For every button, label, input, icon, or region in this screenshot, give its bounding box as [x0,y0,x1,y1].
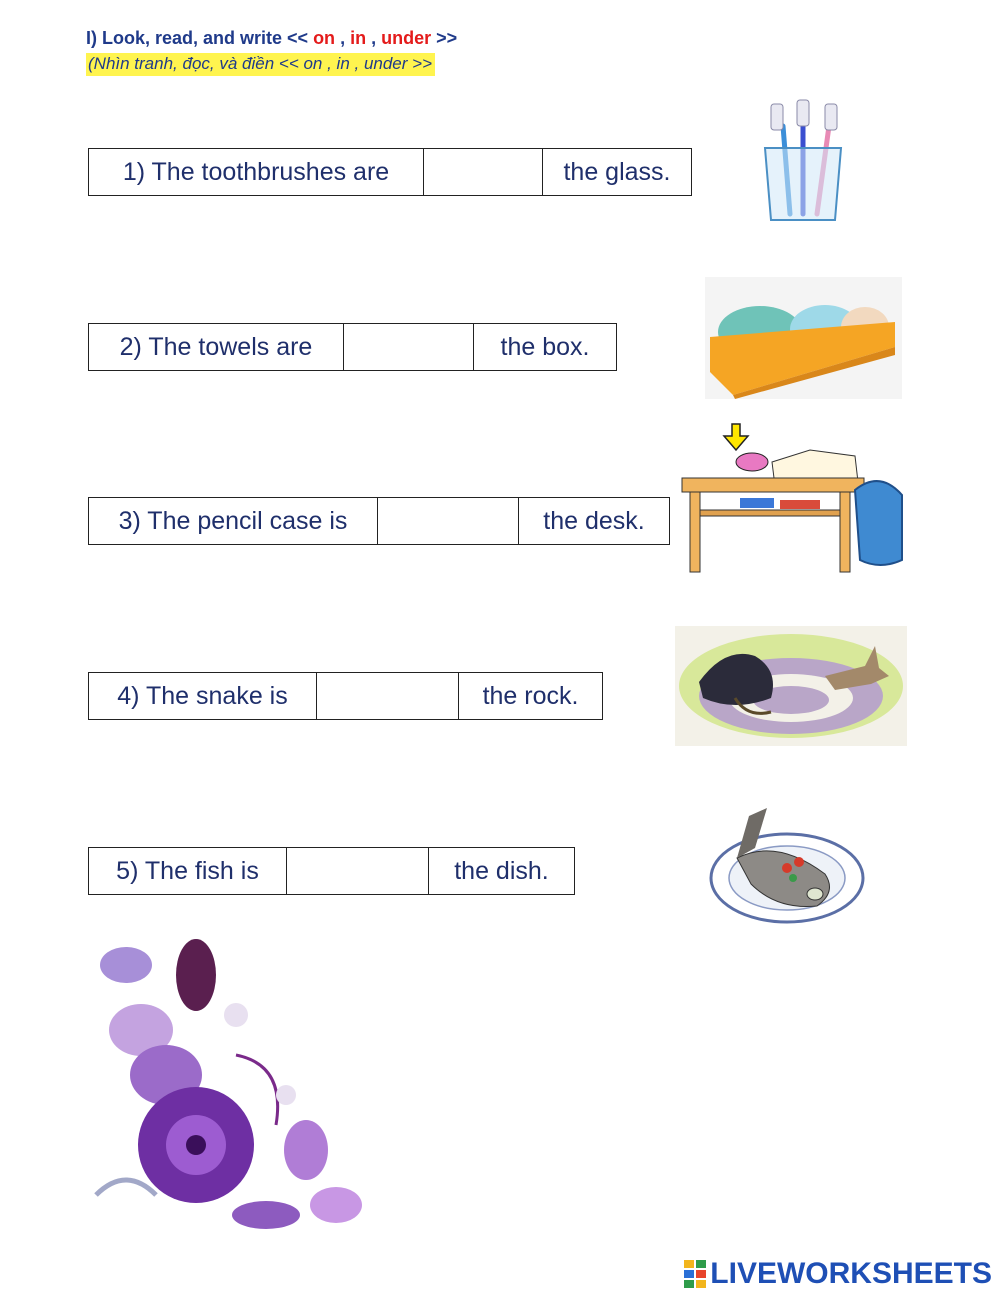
question-4-ending: the rock. [458,673,602,719]
keyword-under: under [381,28,432,48]
fish-dish-image [707,798,865,926]
title-sep-2: , [366,28,382,48]
question-row-5 [88,847,575,895]
question-2-text: 2) The towels are [119,332,313,361]
question-5-ending: the dish. [428,848,574,894]
question-row-2 [88,323,617,371]
instruction-subtitle: (Nhìn tranh, đọc, và điền << on , in , under >> [86,53,435,76]
question-1-blank[interactable] [423,149,542,195]
question-3-ending: the desk. [518,498,669,544]
flower-decoration-image [86,935,378,1240]
answer-input-2[interactable] [344,323,473,371]
liveworksheets-logo-text: LIVEWORKSHEETS [710,1257,992,1290]
desk-pencil-case-image [680,420,910,575]
question-row-4 [88,672,603,720]
question-4-blank[interactable] [316,673,458,719]
question-3-text: 3) The pencil case is [118,506,348,535]
keyword-on: on [313,28,336,48]
question-5-blank[interactable] [286,848,428,894]
title-prefix: I) Look, read, and write << [86,28,314,48]
title-sep-1: , [335,28,351,48]
question-2-blank[interactable] [343,324,473,370]
question-2-ending: the box. [473,324,616,370]
question-1-ending: the glass. [542,149,691,195]
keyword-in: in [350,28,367,48]
question-row-1 [88,148,692,196]
towels-box-image [705,277,902,399]
question-1-text: 1) The toothbrushes are [122,157,390,186]
question-5-text: 5) The fish is [116,856,259,885]
question-row-3 [88,497,670,545]
question-3-blank[interactable] [377,498,518,544]
title-suffix: >> [431,28,458,48]
question-4-text: 4) The snake is [117,681,288,710]
liveworksheets-logo-icon [684,1260,706,1288]
answer-input-3[interactable] [378,497,518,545]
liveworksheets-logo[interactable] [684,1257,992,1291]
instruction-title [86,28,457,49]
answer-input-1[interactable] [424,148,542,196]
snake-rock-image [675,626,907,746]
answer-input-5[interactable] [287,847,428,895]
answer-input-4[interactable] [317,672,458,720]
toothbrushes-glass-image [755,96,851,228]
